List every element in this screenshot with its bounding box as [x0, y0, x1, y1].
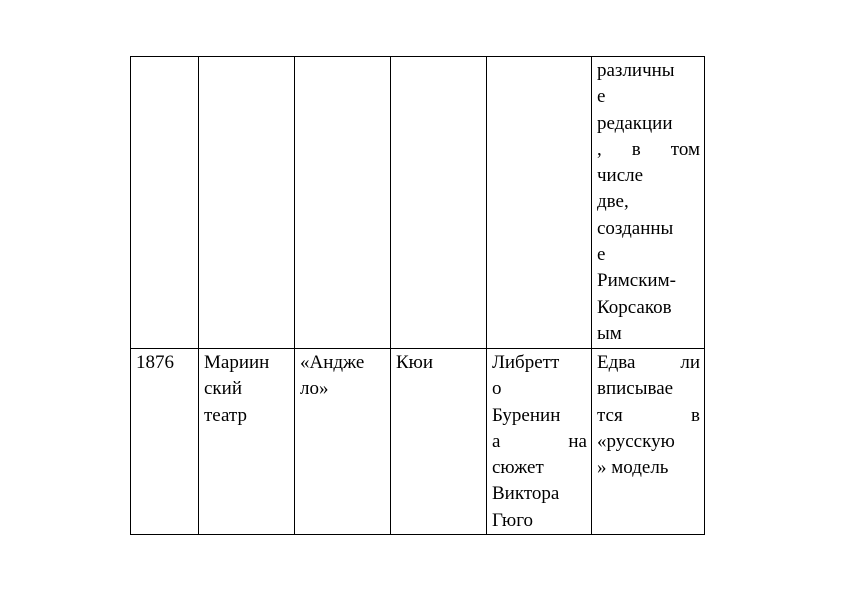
cell-text-line: числе [597, 165, 644, 187]
table-cell [391, 57, 487, 349]
cell-text-line: Едва ли [597, 352, 700, 373]
cell-text-line: » модель [597, 457, 669, 479]
cell-text-line: Буренин [492, 404, 561, 426]
cell-text-line: созданны [597, 217, 674, 239]
cell-text-line: , в том [597, 138, 700, 160]
cell-text-line: ский [204, 378, 242, 400]
cell-text-line: Либретт [492, 352, 560, 373]
table-cell [131, 57, 199, 349]
table-cell-libretto [487, 349, 592, 535]
year-text: 1876 [136, 352, 174, 373]
cell-text-line: сюжет [492, 457, 544, 479]
cell-text-line: Римским- [597, 270, 676, 292]
cell-text-line: «Андже [300, 352, 365, 373]
table-cell-title [295, 349, 391, 535]
cell-text-line: театр [204, 404, 247, 426]
cell-text-line: Виктора [492, 483, 560, 505]
cell-text-line: тся в [597, 404, 700, 426]
table-cell [487, 57, 592, 349]
table-cell [295, 57, 391, 349]
cell-text-line: Гюго [492, 509, 534, 531]
table-row [131, 57, 705, 349]
cell-text-line: вписывае [597, 378, 674, 400]
table-cell-notes [592, 349, 705, 535]
cell-text-line: ло» [300, 378, 329, 400]
table-row [131, 349, 705, 535]
table-cell-theatre [199, 349, 295, 535]
cell-text-line: ым [597, 322, 622, 344]
table-cell-notes [592, 57, 705, 349]
table-cell-year [131, 349, 199, 535]
cell-text-line: Мариин [204, 352, 270, 373]
cell-text-line: е [597, 86, 606, 108]
cell-text-line: о [492, 378, 502, 400]
composer-text: Кюи [396, 352, 434, 373]
cell-text-line: различны [597, 60, 675, 81]
cell-text-line: «русскую [597, 430, 675, 452]
cell-text-line: а на [492, 430, 587, 452]
cell-text-line: редакции [597, 112, 673, 134]
table-cell-composer [391, 349, 487, 535]
table-cell [199, 57, 295, 349]
cell-text-line: Корсаков [597, 296, 672, 318]
cell-text-line: две, [597, 191, 629, 213]
cell-text-line: е [597, 244, 606, 266]
opera-table [130, 56, 705, 535]
